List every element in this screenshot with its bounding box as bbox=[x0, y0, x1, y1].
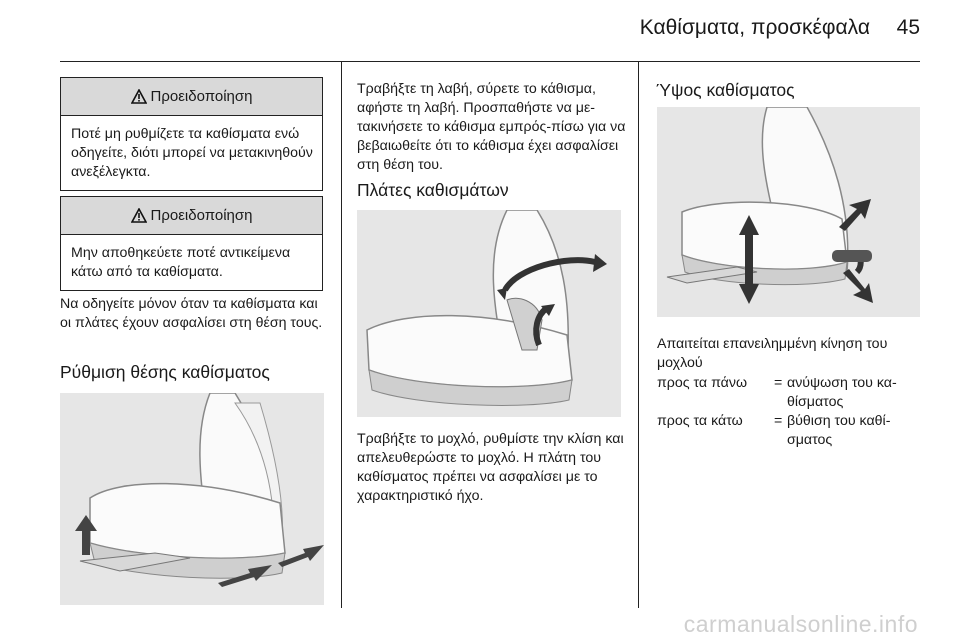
section-heading-seat-position: Ρύθμιση θέσης καθίσματος bbox=[60, 362, 270, 382]
column-divider bbox=[638, 62, 639, 608]
warning-text: Ποτέ μη ρυθμίζετε τα καθίσματα ενώ οδηγείτε, διότι μπορεί να μετακινηθούν ανεξέλεγκτα. bbox=[71, 126, 313, 180]
warning-triangle-icon bbox=[131, 208, 147, 223]
watermark: carmanualsonline.info bbox=[683, 611, 918, 637]
page-header-title: Καθίσματα, προσκέφαλα bbox=[639, 16, 870, 39]
warning-title: Προειδοποίηση bbox=[150, 207, 253, 224]
warning-text: Μην αποθηκεύετε ποτέ αντικείμενα κάτω από τα καθίσματα. bbox=[71, 245, 291, 280]
warning-box-storage bbox=[60, 196, 323, 291]
seat-position-illustration bbox=[60, 393, 324, 605]
warning-title: Προειδοποίηση bbox=[150, 88, 253, 105]
page-number: 45 bbox=[896, 16, 920, 39]
warning-header bbox=[61, 78, 322, 116]
spec-value: βύθιση του καθίσματος bbox=[787, 413, 891, 448]
paragraph-lever-movement: Απαιτείται επανειλημμένη κίνηση του μοχλού bbox=[657, 336, 888, 371]
paragraph-seat-back-adjust: Τραβήξτε το μοχλό, ρυθμίστε την κλίση και απελευθερώστε το μοχλό. Η πλάτη του καθίσματος πρέπει να ασφαλίσει με το χαρακτηριστικό ήχο. bbox=[357, 431, 624, 504]
spec-equals: = bbox=[774, 413, 783, 429]
section-heading-seat-backs: Πλάτες καθισμάτων bbox=[357, 180, 509, 200]
seat-back-illustration bbox=[357, 210, 621, 417]
warning-box-driving bbox=[60, 77, 323, 191]
spec-label: προς τα κάτω bbox=[657, 413, 743, 429]
warning-triangle-icon bbox=[131, 89, 147, 104]
spec-equals: = bbox=[774, 375, 783, 391]
spec-row-up bbox=[657, 374, 920, 414]
paragraph-seat-slide: Τραβήξτε τη λαβή, σύρετε το κάθισμα, αφήστε τη λαβή. Προσπαθήστε να μετακινήσετε το κάθισμα εμπρός-πίσω για να βεβαιωθείτε ότι το κάθισμα έχει ασφαλίσει στη θέση του. bbox=[357, 81, 626, 173]
column-divider bbox=[341, 62, 342, 608]
header-rule bbox=[60, 61, 920, 62]
seat-height-illustration bbox=[657, 107, 920, 317]
spec-label: προς τα πάνω bbox=[657, 375, 748, 391]
paragraph-driving: Να οδηγείτε μόνον όταν τα καθίσματα και οι πλάτες έχουν ασφαλίσει στη θέση τους. bbox=[60, 296, 323, 331]
spec-value: ανύψωση του καθίσματος bbox=[787, 375, 897, 410]
warning-header bbox=[61, 197, 322, 235]
section-heading-seat-height: Ύψος καθίσματος bbox=[656, 80, 795, 100]
spec-row-down bbox=[657, 412, 920, 452]
